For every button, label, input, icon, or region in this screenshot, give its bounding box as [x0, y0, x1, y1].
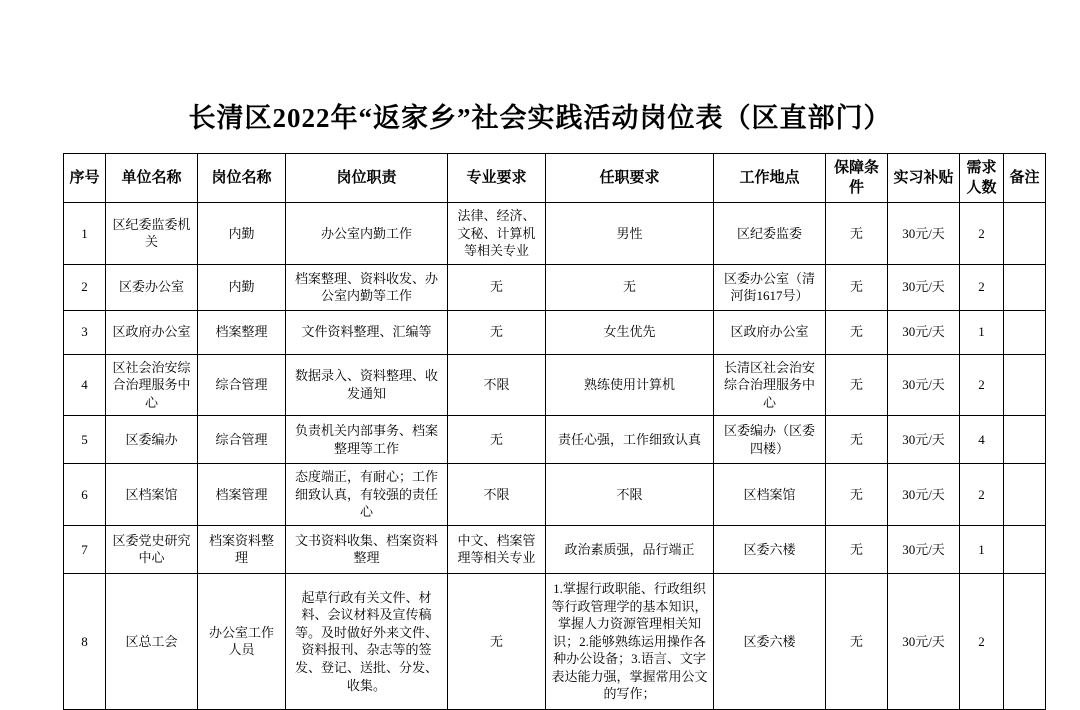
cell-count: 2 — [960, 264, 1004, 310]
cell-requirement: 熟练使用计算机 — [546, 354, 714, 416]
cell-support: 无 — [826, 203, 888, 265]
cell-requirement: 责任心强，工作细致认真 — [546, 416, 714, 464]
cell-duty: 文书资料收集、档案资料整理 — [286, 525, 448, 573]
column-header-count: 需求人数 — [960, 154, 1004, 203]
cell-count: 1 — [960, 310, 1004, 354]
cell-support: 无 — [826, 416, 888, 464]
cell-post: 内勤 — [198, 264, 286, 310]
cell-major: 无 — [448, 416, 546, 464]
cell-support: 无 — [826, 310, 888, 354]
table-container — [0, 153, 1080, 710]
cell-support: 无 — [826, 354, 888, 416]
cell-subsidy: 30元/天 — [888, 203, 960, 265]
table-row — [64, 203, 1046, 265]
column-header-no: 序号 — [64, 154, 106, 203]
cell-unit: 区委党史研究中心 — [106, 525, 198, 573]
column-header-location: 工作地点 — [714, 154, 826, 203]
cell-duty: 办公室内勤工作 — [286, 203, 448, 265]
cell-remark — [1004, 310, 1046, 354]
cell-unit: 区社会治安综合治理服务中心 — [106, 354, 198, 416]
cell-support: 无 — [826, 573, 888, 709]
cell-unit: 区总工会 — [106, 573, 198, 709]
cell-location: 区委办公室（清河街1617号） — [714, 264, 826, 310]
column-header-subsidy: 实习补贴 — [888, 154, 960, 203]
cell-location: 长清区社会治安综合治理服务中心 — [714, 354, 826, 416]
cell-no: 2 — [64, 264, 106, 310]
table-row — [64, 525, 1046, 573]
cell-remark — [1004, 203, 1046, 265]
cell-remark — [1004, 464, 1046, 526]
cell-location: 区档案馆 — [714, 464, 826, 526]
cell-unit: 区委办公室 — [106, 264, 198, 310]
cell-requirement: 不限 — [546, 464, 714, 526]
cell-requirement: 男性 — [546, 203, 714, 265]
cell-requirement: 无 — [546, 264, 714, 310]
cell-remark — [1004, 416, 1046, 464]
cell-post: 档案管理 — [198, 464, 286, 526]
table-row — [64, 464, 1046, 526]
cell-remark — [1004, 264, 1046, 310]
column-header-unit: 单位名称 — [106, 154, 198, 203]
cell-remark — [1004, 525, 1046, 573]
cell-location: 区政府办公室 — [714, 310, 826, 354]
cell-duty: 档案整理、资料收发、办公室内勤等工作 — [286, 264, 448, 310]
cell-no: 8 — [64, 573, 106, 709]
cell-requirement: 政治素质强，品行端正 — [546, 525, 714, 573]
cell-count: 4 — [960, 416, 1004, 464]
cell-no: 6 — [64, 464, 106, 526]
cell-duty: 数据录入、资料整理、收发通知 — [286, 354, 448, 416]
table-row — [64, 416, 1046, 464]
cell-count: 2 — [960, 573, 1004, 709]
column-header-remark: 备注 — [1004, 154, 1046, 203]
cell-post: 综合管理 — [198, 416, 286, 464]
table-header-row — [64, 154, 1046, 203]
cell-location: 区委六楼 — [714, 573, 826, 709]
cell-support: 无 — [826, 525, 888, 573]
column-header-post: 岗位名称 — [198, 154, 286, 203]
cell-duty: 文件资料整理、汇编等 — [286, 310, 448, 354]
cell-no: 5 — [64, 416, 106, 464]
cell-no: 1 — [64, 203, 106, 265]
cell-post: 档案整理 — [198, 310, 286, 354]
cell-post: 办公室工作人员 — [198, 573, 286, 709]
jobs-table — [63, 153, 1046, 710]
cell-unit: 区纪委监委机关 — [106, 203, 198, 265]
cell-unit: 区档案馆 — [106, 464, 198, 526]
cell-location: 区委编办（区委四楼） — [714, 416, 826, 464]
cell-duty: 态度端正，有耐心；工作细致认真，有较强的责任心 — [286, 464, 448, 526]
cell-subsidy: 30元/天 — [888, 264, 960, 310]
page-title: 长清区2022年“返家乡”社会实践活动岗位表（区直部门） — [188, 103, 892, 133]
column-header-major: 专业要求 — [448, 154, 546, 203]
cell-major: 无 — [448, 310, 546, 354]
cell-support: 无 — [826, 264, 888, 310]
cell-count: 2 — [960, 354, 1004, 416]
cell-major: 不限 — [448, 354, 546, 416]
cell-count: 2 — [960, 464, 1004, 526]
cell-major: 无 — [448, 264, 546, 310]
table-row — [64, 310, 1046, 354]
cell-major: 法律、经济、文秘、计算机等相关专业 — [448, 203, 546, 265]
cell-post: 档案资料整理 — [198, 525, 286, 573]
cell-duty: 起草行政有关文件、材料、会议材料及宣传稿等。及时做好外来文件、资料报刊、杂志等的签发、登记、送批、分发、收集。 — [286, 573, 448, 709]
cell-post: 综合管理 — [198, 354, 286, 416]
column-header-requirement: 任职要求 — [546, 154, 714, 203]
cell-location: 区纪委监委 — [714, 203, 826, 265]
cell-requirement: 1.掌握行政职能、行政组织等行政管理学的基本知识，掌握人力资源管理相关知识；2.能够熟练运用操作各种办公设备；3.语言、文字表达能力强，掌握常用公文的写作； — [546, 573, 714, 709]
table-row — [64, 354, 1046, 416]
cell-requirement: 女生优先 — [546, 310, 714, 354]
cell-subsidy: 30元/天 — [888, 573, 960, 709]
cell-count: 1 — [960, 525, 1004, 573]
cell-unit: 区政府办公室 — [106, 310, 198, 354]
column-header-duty: 岗位职责 — [286, 154, 448, 203]
cell-remark — [1004, 573, 1046, 709]
cell-subsidy: 30元/天 — [888, 310, 960, 354]
cell-subsidy: 30元/天 — [888, 416, 960, 464]
cell-subsidy: 30元/天 — [888, 464, 960, 526]
cell-subsidy: 30元/天 — [888, 354, 960, 416]
cell-unit: 区委编办 — [106, 416, 198, 464]
cell-count: 2 — [960, 203, 1004, 265]
cell-subsidy: 30元/天 — [888, 525, 960, 573]
cell-post: 内勤 — [198, 203, 286, 265]
column-header-support: 保障条件 — [826, 154, 888, 203]
cell-support: 无 — [826, 464, 888, 526]
table-row — [64, 573, 1046, 709]
cell-major: 不限 — [448, 464, 546, 526]
cell-no: 4 — [64, 354, 106, 416]
cell-remark — [1004, 354, 1046, 416]
cell-duty: 负责机关内部事务、档案整理等工作 — [286, 416, 448, 464]
cell-major: 中文、档案管理等相关专业 — [448, 525, 546, 573]
cell-no: 3 — [64, 310, 106, 354]
cell-location: 区委六楼 — [714, 525, 826, 573]
cell-major: 无 — [448, 573, 546, 709]
cell-no: 7 — [64, 525, 106, 573]
table-row — [64, 264, 1046, 310]
